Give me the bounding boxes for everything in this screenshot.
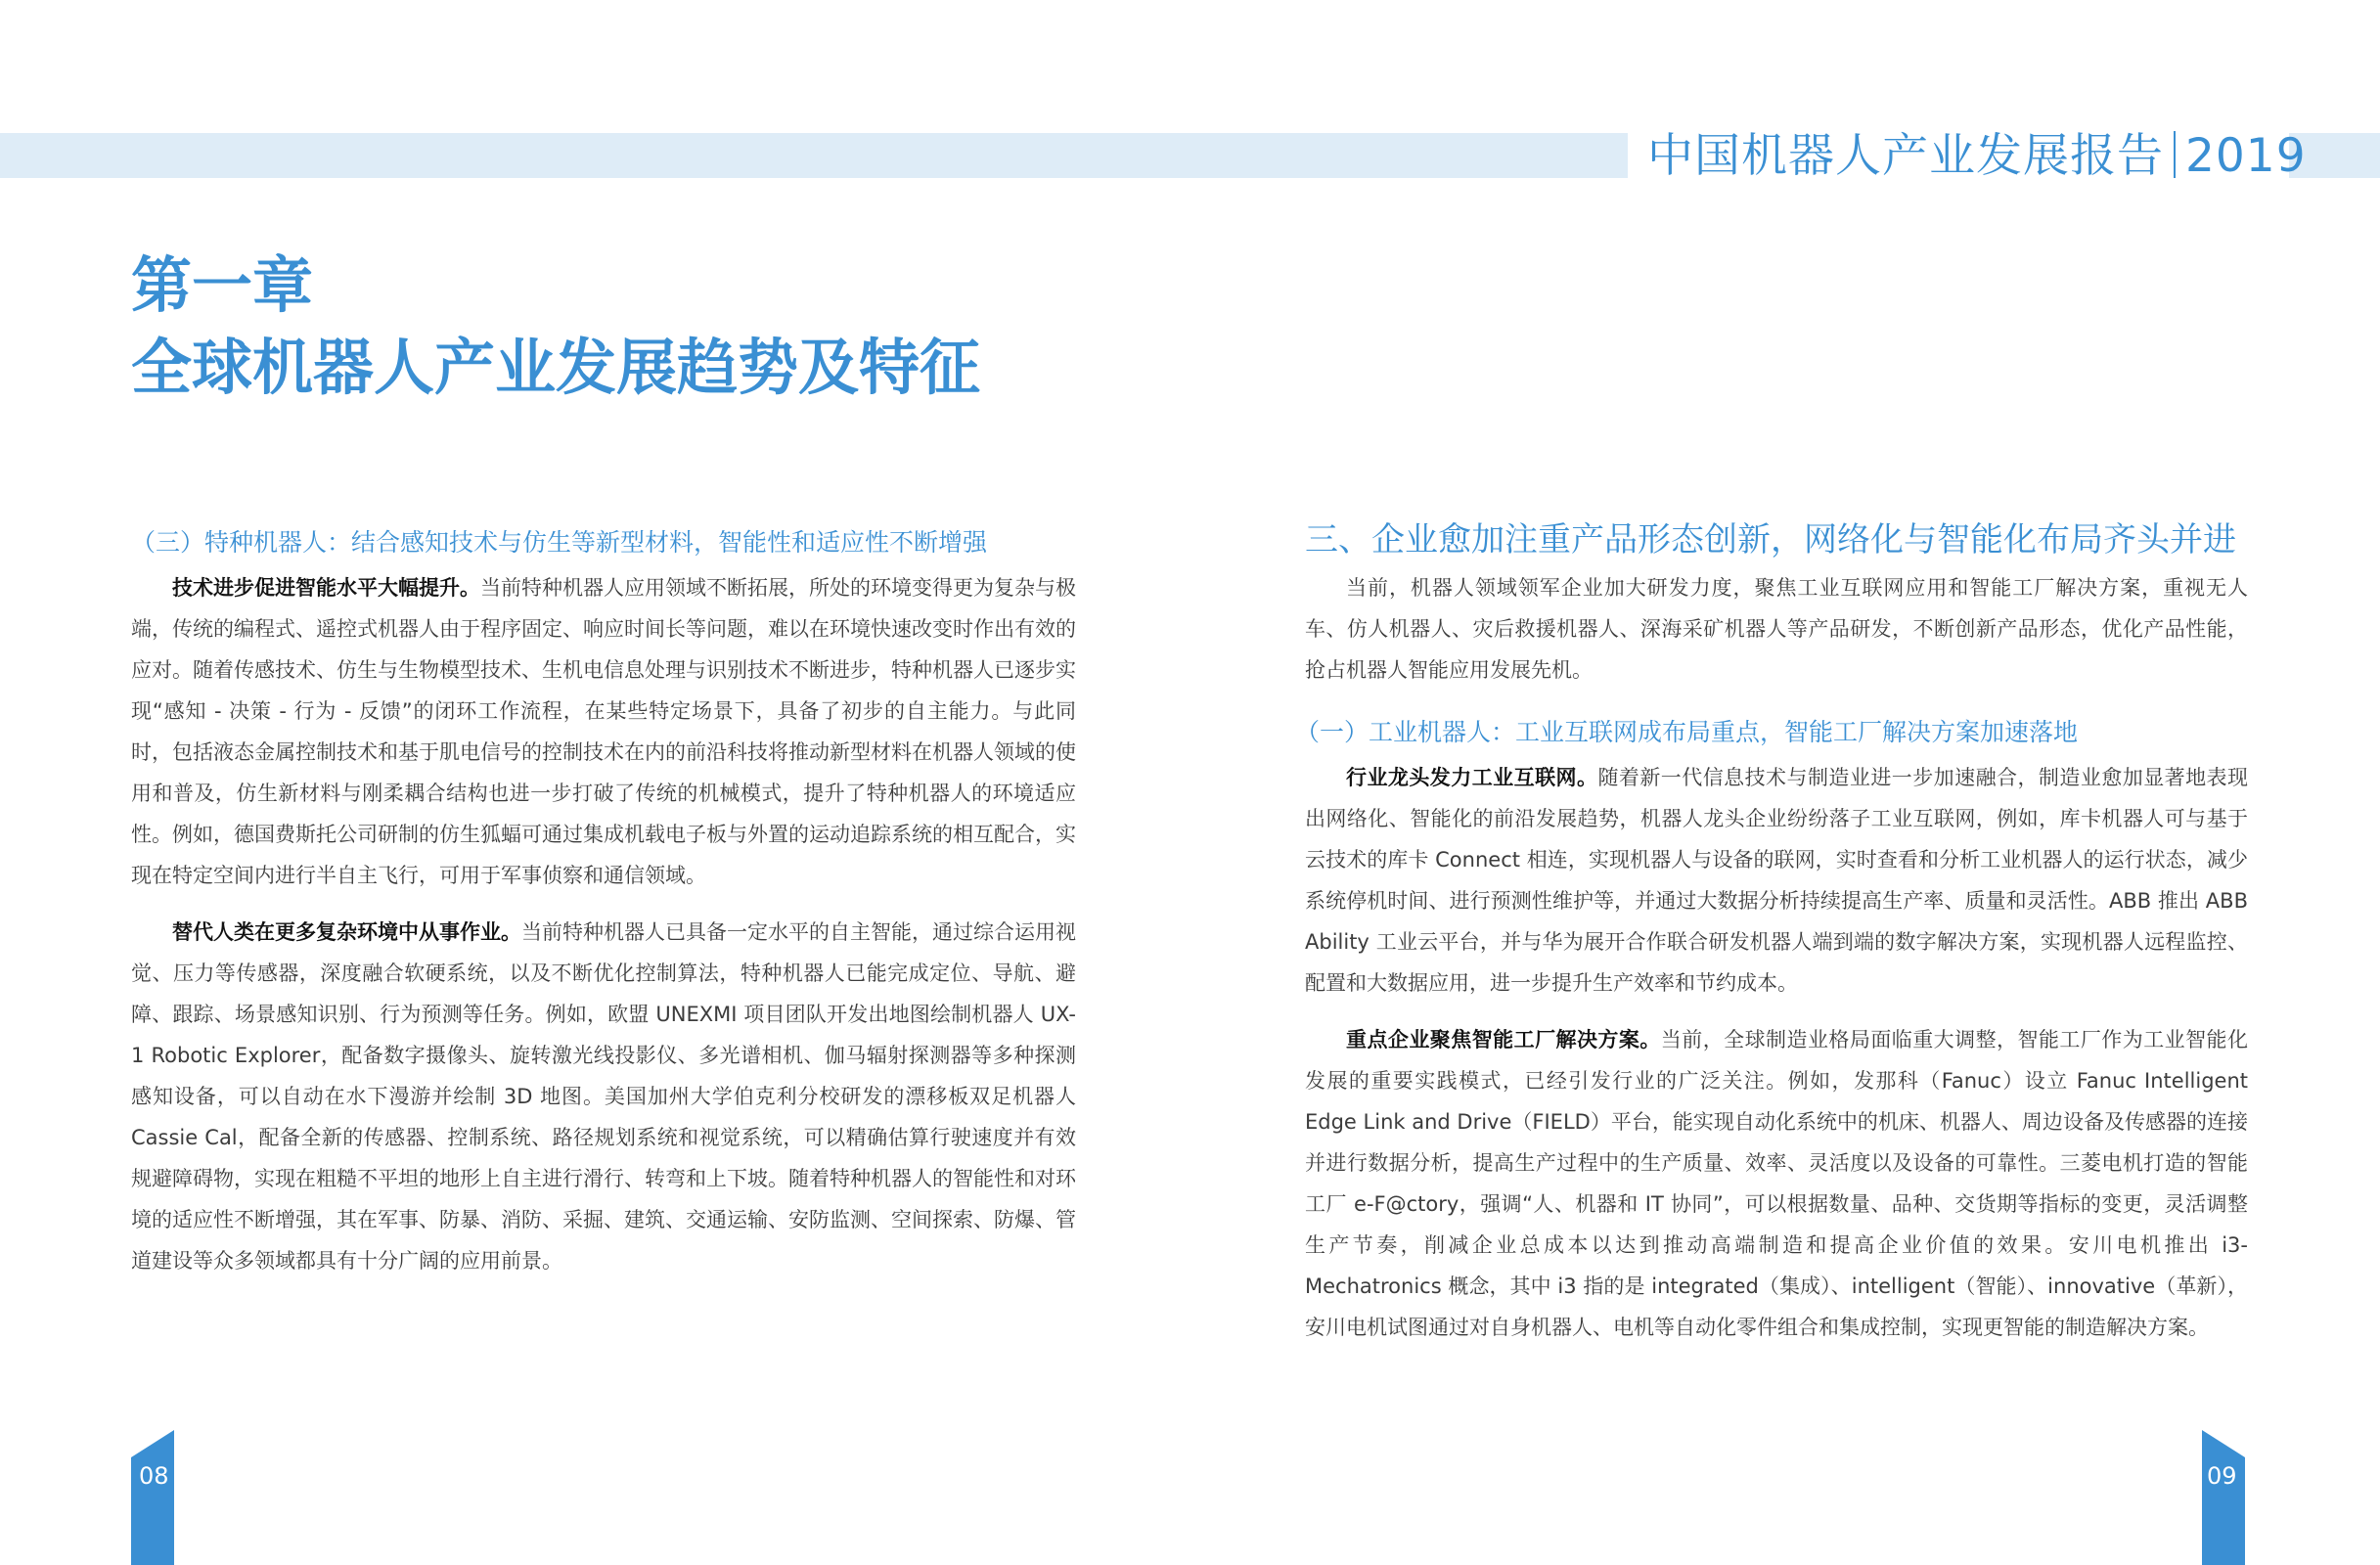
paragraph-lead: 行业龙头发力工业互联网。 [1346,766,1598,789]
paragraph-lead: 重点企业聚焦智能工厂解决方案。 [1346,1028,1661,1051]
page-number-right: 09 [2207,1462,2237,1490]
left-paragraph-1 [131,567,1076,896]
paragraph-body: 随着新一代信息技术与制造业进一步加速融合，制造业愈加显著地表现出网络化、智能化的前沿发展趋势，机器人龙头企业纷纷落子工业互联网，例如，库卡机器人可与基于云技术的库卡 Connect 相连，实现机器人与设备的联网，实时查看和分析工业机器人的运行状态，减少系统停机时间、进行预测性维护等，并通过大数据分析持续提高生产率、质量和灵活性。ABB 推出 ABB Ability 工业云平台，并与华为展开合作联合研发机器人端到端的数字解决方案，实现机器人远程监控、配置和大数据应用，进一步提升生产效率和节约成本。 [1305,766,2249,995]
right-paragraph-2 [1305,1019,2248,1348]
chapter-title: 全球机器人产业发展趋势及特征 [131,332,981,403]
report-year: 2019 [2185,129,2307,183]
report-title: 中国机器人产业发展报告 [1647,129,2164,183]
page-tab-right [2202,1430,2245,1565]
right-intro-paragraph: 当前，机器人领域领军企业加大研发力度，聚焦工业互联网应用和智能工厂解决方案，重视无人车、仿人机器人、灾后救援机器人、深海采矿机器人等产品研发，不断创新产品形态，优化产品性能，抢占机器人智能应用发展先机。 [1305,576,2248,682]
paragraph-body: 当前，全球制造业格局面临重大调整，智能工厂作为工业智能化发展的重要实践模式，已经引发行业的广泛关注。例如，发那科（Fanuc）设立 Fanuc Intelligent Edge Link and Drive（FIELD）平台，能实现自动化系统中的机床、机器人、周边设备及传感器的连接并进行数据分析，提高生产过程中的生产质量、效率、灵活度以及设备的可靠性。三菱电机打造的智能工厂 e-F@ctory，强调“人、机器和 IT 协同”，可以根据数量、品种、交货期等指标的变更，灵活调整生产节奏，削减企业总成本以达到推动高端制造和提高企业价值的效果。安川电机推出 i3-Mechatronics 概念，其中 i3 指的是 integrated（集成）、intelligent（智能）、innovative（革新），安川电机试图通过对自身机器人、电机等自动化零件组合和集成控制，实现更智能的制造解决方案。 [1305,1028,2249,1339]
page-number-left: 08 [139,1462,169,1490]
right-column [1295,518,2249,1348]
right-paragraph-1 [1305,757,2248,1004]
page-tab-left [131,1430,174,1565]
report-header-title [1647,127,2307,186]
paragraph-lead: 替代人类在更多复杂环境中从事作业。 [172,920,521,944]
paragraph-body: 当前特种机器人应用领域不断拓展，所处的环境变得更为复杂与极端，传统的编程式、遥控式机器人由于程序固定、响应时间长等问题，难以在环境快速改变时作出有效的应对。随着传感技术、仿生与生物模型技术、生机电信息处理与识别技术不断进步，特种机器人已逐步实现“感知 - 决策 - 行为 - 反馈”的闭环工作流程，在某些特定场景下，具备了初步的自主能力。与此同时，包括液态金属控制技术和基于肌电信号的控制技术在内的前沿科技将推动新型材料在机器人领域的使用和普及，仿生新材料与刚柔耦合结构也进一步打破了传统的机械模式，提升了特种机器人的环境适应性。例如，德国费斯托公司研制的仿生狐蝠可通过集成机载电子板与外置的运动追踪系统的相互配合，实现在特定空间内进行半自主飞行，可用于军事侦察和通信领域。 [131,576,1076,887]
chapter-number: 第一章 [131,249,314,321]
left-paragraph-2 [131,912,1076,1281]
right-subsection-heading: （一）工业机器人：工业互联网成布局重点，智能工厂解决方案加速落地 [1295,718,2079,746]
left-subsection-heading: （三）特种机器人：结合感知技术与仿生等新型材料，智能性和适应性不断增强 [131,528,988,557]
left-column [131,518,1076,1281]
paragraph-body: 当前特种机器人已具备一定水平的自主智能，通过综合运用视觉、压力等传感器，深度融合软硬系统，以及不断优化控制算法，特种机器人已能完成定位、导航、避障、跟踪、场景感知识别、行为预测等任务。例如，欧盟 UNEXMI 项目团队开发出地图绘制机器人 UX-1 Robotic Explorer，配备数字摄像头、旋转激光线投影仪、多光谱相机、伽马辐射探测器等多种探测感知设备，可以自动在水下漫游并绘制 3D 地图。美国加州大学伯克利分校研发的漂移板双足机器人 Cassie Cal，配备全新的传感器、控制系统、路径规划系统和视觉系统，可以精确估算行驶速度并有效规避障碍物，实现在粗糙不平坦的地形上自主进行滑行、转弯和上下坡。随着特种机器人的智能性和对环境的适应性不断增强，其在军事、防暴、消防、采掘、建筑、交通运输、安防监测、空间探索、防爆、管道建设等众多领域都具有十分广阔的应用前景。 [131,920,1076,1273]
right-section-heading: 三、企业愈加注重产品形态创新，网络化与智能化布局齐头并进 [1305,520,2236,559]
paragraph-lead: 技术进步促进智能水平大幅提升。 [172,576,480,600]
chapter-title-block [131,248,980,405]
header-separator [2174,131,2176,178]
